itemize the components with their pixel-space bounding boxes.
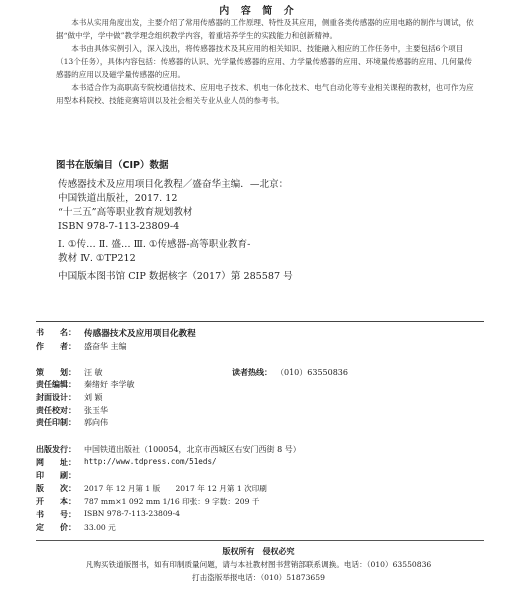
proofreader-label: 责任校对： <box>36 406 76 415</box>
hotline-label: 读者热线： <box>232 368 272 377</box>
website-label: 网 址： <box>36 458 76 467</box>
page-heading: 内 容 简 介 <box>219 6 298 17</box>
intro-paragraph-1: 本书从实用角度出发，主要介绍了常用传感器的工作原理、特性及其应用，侧重各类传感器的应用电路的制作与调试，依据“做中学，学中做”教学理念组织教学内容，着重培养学生的实践能力和创新精神。 <box>56 18 474 40</box>
cip-heading: 图书在版编目（CIP）数据 <box>56 160 169 171</box>
cover-design-label: 封面设计： <box>36 393 76 402</box>
proofreader: 张玉华 <box>84 406 108 415</box>
cip-line-3: “十三五”高等职业教育规划教材 <box>58 207 193 218</box>
cip-line-5: Ⅰ. ①传… Ⅱ. 盛… Ⅲ. ①传感器-高等职业教育- <box>58 239 251 250</box>
price: 33.00 元 <box>84 523 116 532</box>
cip-line-2: 中国铁道出版社，2017. 12 <box>58 193 178 204</box>
planning: 汪 敏 <box>84 368 103 377</box>
print-supervisor-label: 责任印制： <box>36 418 76 427</box>
cip-line-4: ISBN 978-7-113-23809-4 <box>58 221 180 232</box>
planning-label: 策 划： <box>36 368 76 377</box>
piracy-hotline: 打击盗版举报电话：（010）51873659 <box>192 573 325 582</box>
footer-divider-top <box>36 540 484 541</box>
isbn: ISBN 978-7-113-23809-4 <box>84 509 180 518</box>
edition: 2017 年 12 月第 1 版 2017 年 12 月第 1 次印刷 <box>84 484 267 493</box>
cip-line-1: 传感器技术及应用项目化教程／盛奋华主编．—北京： <box>58 179 289 190</box>
printer-label: 印 刷： <box>36 471 76 480</box>
intro-paragraph-3: 本书适合作为高职高专院校通信技术、应用电子技术、机电一体化技术、电气自动化等专业相关课程的教材，也可作为应用型本科院校、技能竞赛培训以及社会相关专业从业人员的参考书。 <box>56 83 474 105</box>
book-title: 传感器技术及应用项目化教程 <box>84 329 196 339</box>
cip-line-6: 教材 Ⅳ. ①TP212 <box>58 253 136 264</box>
website: http://www.tdpress.com/51eds/ <box>84 457 217 466</box>
publisher: 中国铁道出版社（100054，北京市西城区右安门西街 8 号） <box>84 445 301 454</box>
section-divider <box>36 321 484 322</box>
print-supervisor: 郭向伟 <box>84 418 108 427</box>
format: 787 mm×1 092 mm 1/16 印张：9 字数：209 千 <box>84 497 260 506</box>
hotline: （010）63550836 <box>276 368 348 377</box>
format-label: 开 本： <box>36 497 76 506</box>
author: 盛奋华 主编 <box>84 342 127 351</box>
rights-notice: 版权所有 侵权必究 <box>222 547 295 556</box>
editor: 秦绪好 李学敏 <box>84 380 135 389</box>
editor-label: 责任编辑： <box>36 380 76 389</box>
isbn-label: 书 号： <box>36 510 76 519</box>
quality-notice: 凡购买铁道版图书，如有印制质量问题，请与本社教材图书营销部联系调换。电话：（010）63550836 <box>85 560 432 569</box>
edition-label: 版 次： <box>36 484 76 493</box>
book-title-label: 书 名： <box>36 328 76 337</box>
publisher-label: 出版发行： <box>36 445 76 454</box>
cip-line-7: 中国版本图书馆 CIP 数据核字（2017）第 285587 号 <box>58 271 293 282</box>
cover-design: 刘 颖 <box>84 393 103 402</box>
intro-section <box>56 16 476 107</box>
intro-paragraph-2: 本书由具体实例引入，深入浅出，将传感器技术及其应用的相关知识、技能融入相应的工作任务中，主要包括6个项目（13个任务），具体内容包括：传感器的认识、光学量传感器的应用、力学量传感器的应用、环境量传感器的应用、几何量传感器的应用以及磁学量传感器的应用。 <box>56 44 472 79</box>
author-label: 作 者： <box>36 342 76 351</box>
price-label: 定 价： <box>36 523 76 532</box>
